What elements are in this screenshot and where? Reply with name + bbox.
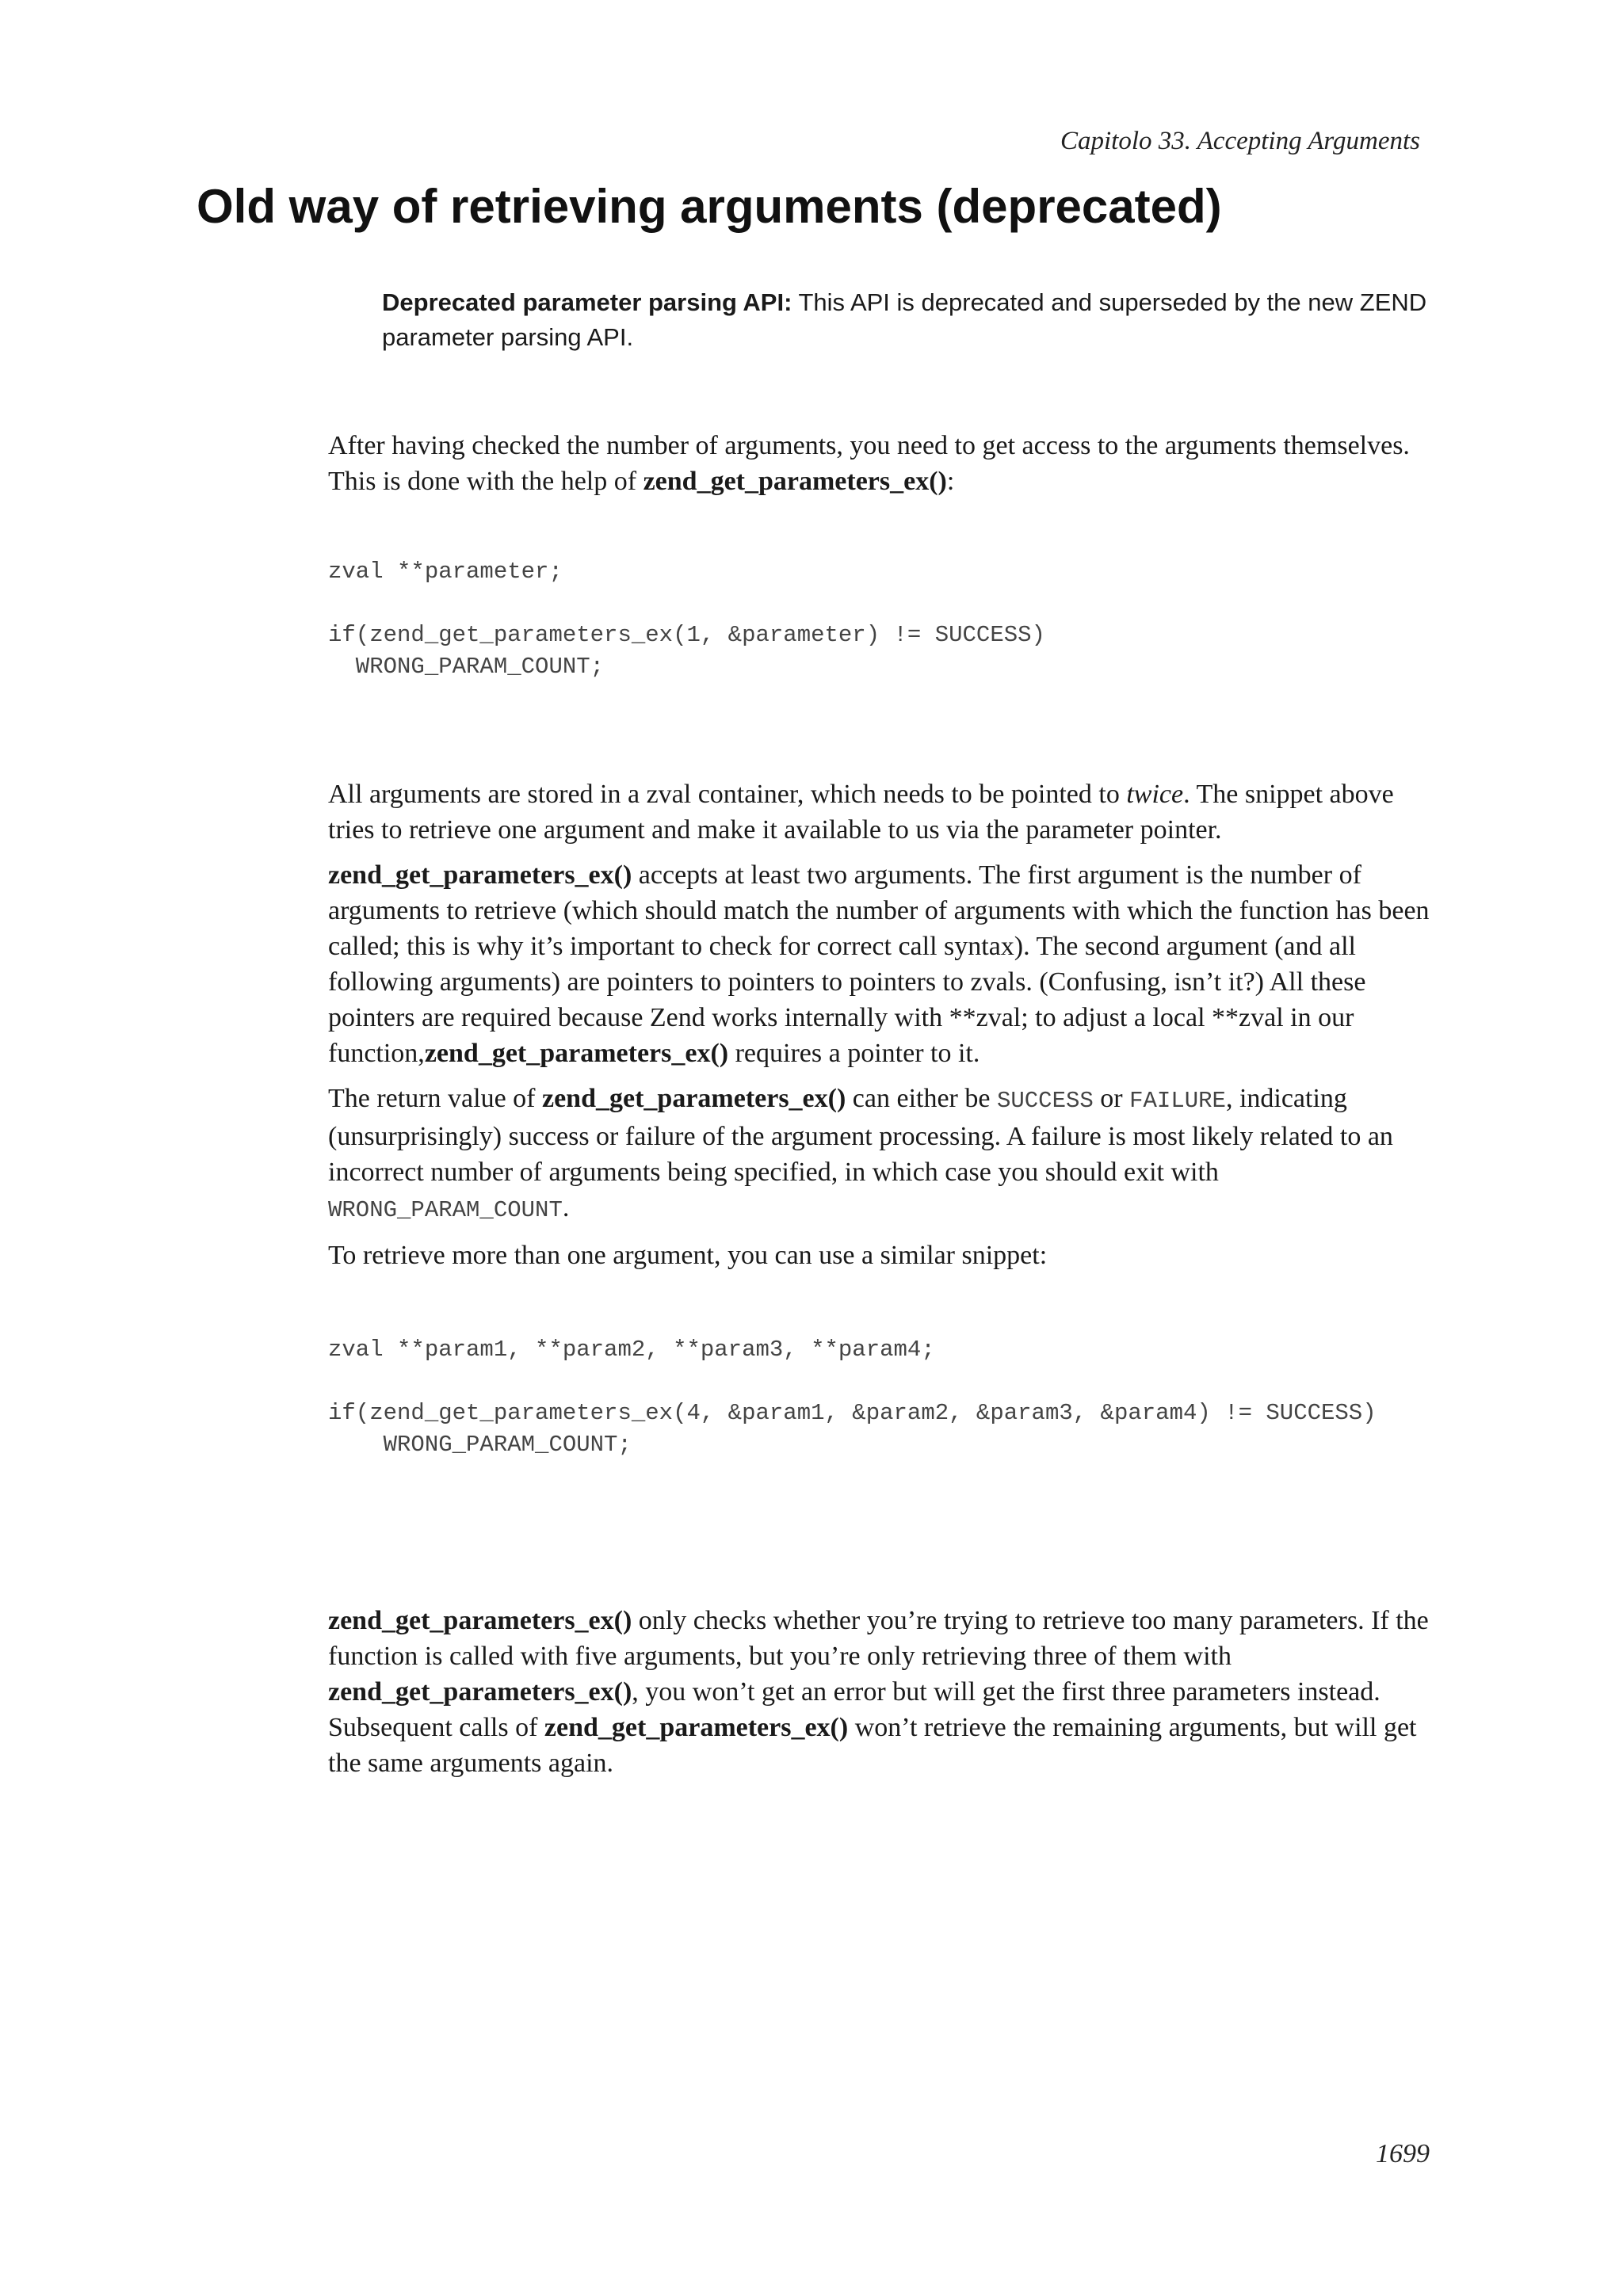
note-text: This API is deprecated and superseded by the new ZEND parameter parsing API. [382, 288, 1427, 351]
code-line: if(zend_get_parameters_ex(4, &param1, &param2, &param3, &param4) != SUCCESS) [328, 1400, 1377, 1426]
code-line: WRONG_PARAM_COUNT; [328, 1432, 632, 1458]
intro-end: : [946, 467, 955, 496]
constant-success: SUCCESS [996, 1088, 1094, 1114]
section-title: Old way of retrieving arguments (deprecated) [197, 180, 1222, 233]
code-example-1 [328, 556, 1045, 683]
body-paragraphs [328, 776, 1438, 1283]
note-label: Deprecated parameter parsing API: [382, 288, 792, 316]
paragraph-more-arguments: To retrieve more than one argument, you can use a similar snippet: [328, 1241, 1048, 1270]
closing-paragraph: zend_get_parameters_ex() only checks whether you’re trying to retrieve too many parameters. If the function is called with five arguments, but you’re only retrieving three of them with zend_get_parameters_ex(), you won’t get an error but will get the first three parameters instead. Subsequent calls of zend_get_parameters_ex() won’t retrieve the remaining arguments, but will get the same arguments again. [328, 1606, 1429, 1778]
intro-text: After having checked the number of arguments, you need to get access to the arguments themselves. This is done with the help of [328, 431, 1410, 496]
function-name: zend_get_parameters_ex() [328, 1606, 632, 1635]
function-name: zend_get_parameters_ex() [544, 1713, 849, 1742]
code-line: zval **param1, **param2, **param3, **param4; [328, 1337, 935, 1363]
emphasis: twice [1126, 780, 1184, 809]
page-number: 1699 [1376, 2139, 1430, 2168]
code-example-2 [328, 1334, 1377, 1461]
function-name: zend_get_parameters_ex() [643, 467, 947, 496]
running-header: Capitolo 33. Accepting Arguments [1060, 127, 1420, 155]
paragraph-arguments: zend_get_parameters_ex() accepts at least two arguments. The first argument is the number of arguments to retrieve (which should match the number of arguments with which the function has been called; this is why it’s important to check for correct call syntax). The second argument (and all following arguments) are pointers to pointers to pointers to zvals. (Confusing, isn’t it?) All these pointers are required because Zend works internally with **zval; to adjust a local **zval in our function,zend_get_parameters_ex() requires a pointer to it. [328, 860, 1430, 1068]
constant-failure: FAILURE [1129, 1088, 1226, 1114]
paragraph-zval-container: All arguments are stored in a zval container, which needs to be pointed to twice. The snippet above tries to retrieve one argument and make it available to us via the parameter pointer. [328, 780, 1394, 845]
function-name: zend_get_parameters_ex() [328, 860, 632, 890]
intro-paragraph [328, 428, 1438, 509]
code-line: if(zend_get_parameters_ex(1, &parameter) != SUCCESS) [328, 622, 1045, 648]
code-line: zval **parameter; [328, 559, 563, 585]
constant-wrong-param-count: WRONG_PARAM_COUNT [328, 1197, 563, 1223]
function-name: zend_get_parameters_ex() [542, 1084, 846, 1113]
paragraph-return-value: The return value of zend_get_parameters_ex() can either be SUCCESS or FAILURE, indicating (unsurprisingly) success or failure of the argument processing. A failure is most likely related to an incorrect number of arguments being specified, in which case you should exit with WRONG_PARAM_COUNT. [328, 1084, 1393, 1223]
function-name: zend_get_parameters_ex() [328, 1677, 632, 1707]
deprecation-note [382, 285, 1428, 355]
function-name: zend_get_parameters_ex() [424, 1039, 729, 1068]
code-line: WRONG_PARAM_COUNT; [328, 654, 605, 680]
